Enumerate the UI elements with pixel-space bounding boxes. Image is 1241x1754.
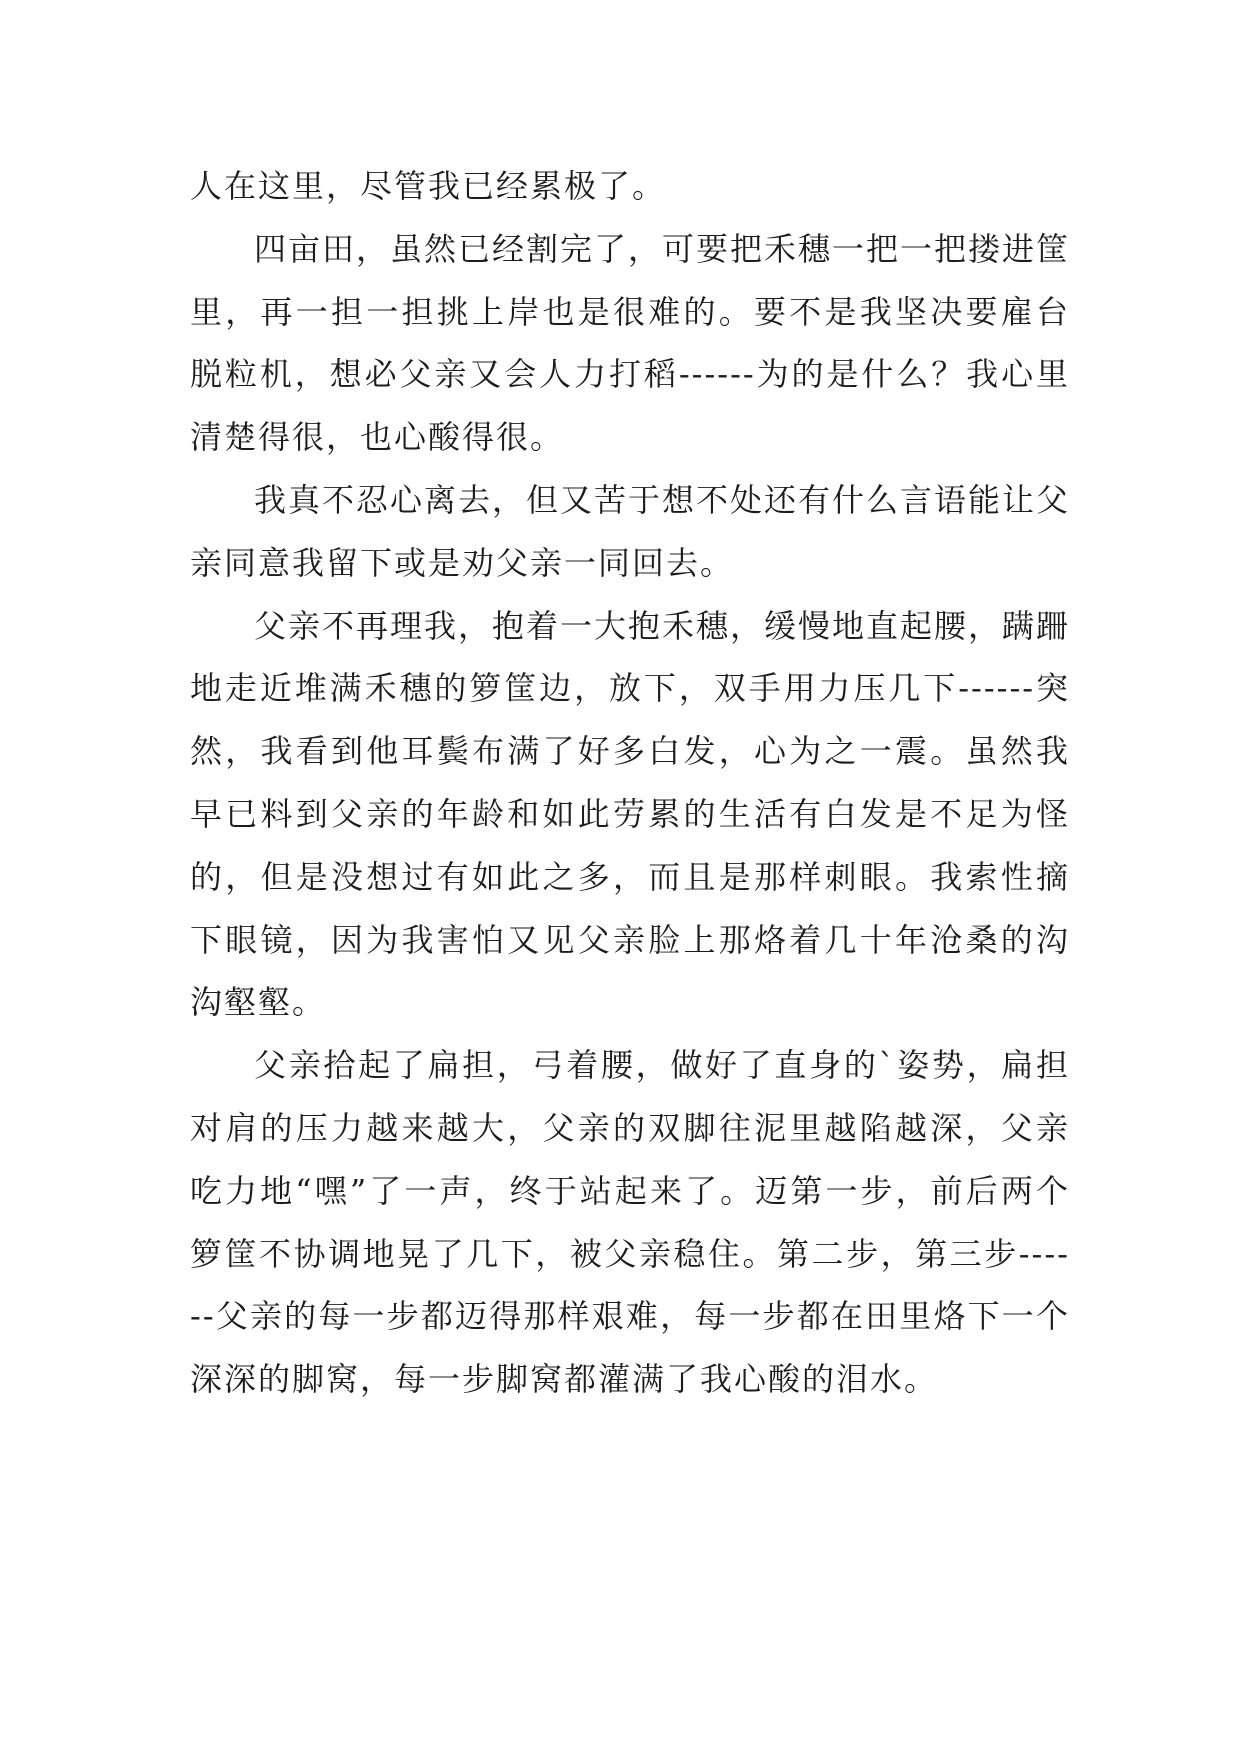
paragraph-2: 四亩田，虽然已经割完了，可要把禾穗一把一把搂进筐里，再一担一担挑上岸也是很难的。要不是我坚决要雇台脱粒机，想必父亲又会人力打稻------为的是什么？我心里清楚得很，也心酸得很。 <box>190 229 1071 457</box>
paragraph-3: 我真不忍心离去，但又苦于想不处还有什么言语能让父亲同意我留下或是劝父亲一同回去。 <box>190 480 1071 582</box>
document-body <box>190 155 1070 1411</box>
paragraph-1: 人在这里，尽管我已经累极了。 <box>190 167 667 205</box>
paragraph-5: 父亲拾起了扁担，弓着腰，做好了直身的`姿势，扁担对肩的压力越来越大，父亲的双脚往泥里越陷越深，父亲吃力地“嘿”了一声，终于站起来了。迈第一步，前后两个箩筐不协调地晃了几下，被父亲稳住。第二步，第三步------父亲的每一步都迈得那样艰难，每一步都在田里烙下一个深深的脚窝，每一步脚窝都灌满了我心酸的泪水。 <box>190 1046 1070 1399</box>
paragraph-4: 父亲不再理我，抱着一大抱禾穗，缓慢地直起腰，蹒跚地走近堆满禾穗的箩筐边，放下，双手用力压几下------突然，我看到他耳鬓布满了好多白发，心为之一震。虽然我早已料到父亲的年龄和如此劳累的生活有白发是不足为怪的，但是没想过有如此之多，而且是那样刺眼。我索性摘下眼镜，因为我害怕又见父亲脸上那烙着几十年沧桑的沟沟壑壑。 <box>190 606 1071 1022</box>
